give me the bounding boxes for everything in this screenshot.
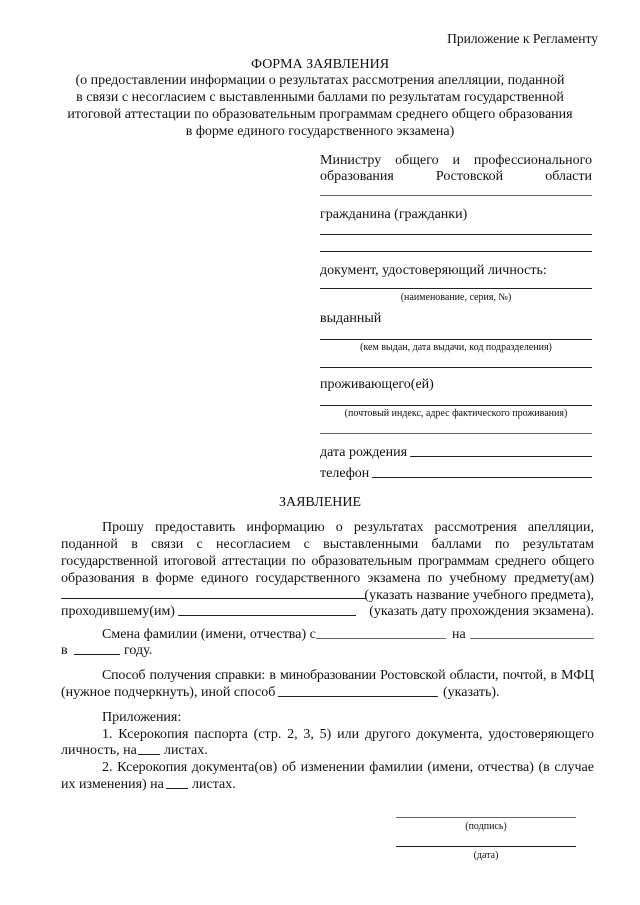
addressee-word: профессионального [473, 153, 592, 168]
name-change-label: Смена фамилии (имени, отчества) с [102, 627, 316, 642]
attachments-title: Приложения: [102, 710, 182, 725]
id-document-line[interactable] [320, 288, 592, 289]
attachment-2-line-1 [102, 759, 594, 776]
name-change-year-label: году. [124, 643, 153, 658]
issued-line[interactable] [320, 339, 592, 340]
subject-line[interactable] [61, 598, 366, 599]
delivery-other-label: (нужное подчеркнуть), иной способ [61, 685, 276, 700]
attachment-1-count-label: личность, на [61, 743, 137, 758]
id-document-label: документ, удостоверяющий личность: [320, 263, 547, 278]
citizen-label: гражданина (гражданки) [320, 207, 468, 222]
addressee-word: Ростовской [435, 169, 504, 184]
delivery-line-1 [102, 667, 594, 684]
attachment-2-count-label: их изменения) на [61, 777, 164, 792]
p1-line-2-text: поданной в связи с несогласием с выставленными баллами по результатам [61, 537, 594, 552]
birth-date-line[interactable] [410, 456, 592, 457]
addressee-underline [320, 195, 592, 196]
attachment-1-sheets-label: листах. [164, 743, 208, 758]
citizen-line-1[interactable] [320, 234, 592, 235]
subtitle-line-2: в связи с несогласием с выставленными баллами по результатам государственной [76, 90, 564, 105]
phone-line[interactable] [372, 477, 592, 478]
addressee-word: образования [320, 169, 394, 184]
address-line[interactable] [320, 405, 592, 406]
name-change-to-label: на [452, 627, 466, 642]
birth-date-label: дата рождения [320, 445, 408, 460]
addressee-word: области [545, 169, 592, 184]
attachment-1-line-1 [102, 726, 594, 743]
name-change-year-line[interactable] [74, 654, 120, 655]
subtitle-line-3: итоговой аттестации по образовательным программам среднего общего образования [67, 107, 573, 122]
subtitle-line-4: в форме единого государственного экзамена) [185, 124, 455, 139]
id-document-hint: (наименование, серия, №) [400, 292, 512, 303]
form-title: ФОРМА ЗАЯВЛЕНИЯ [250, 57, 390, 72]
citizen-line-2[interactable] [320, 251, 592, 252]
addressee-word: Министру [320, 153, 382, 168]
delivery-other-line[interactable] [278, 696, 438, 697]
name-change-from-line[interactable] [316, 638, 446, 639]
address-line-2[interactable] [320, 433, 592, 434]
name-change-to-line[interactable] [470, 638, 594, 639]
p1-line-3-text: государственной итоговой аттестации по образовательным программам среднего общего [61, 554, 594, 569]
annex-label: Приложение к Регламенту [447, 31, 598, 46]
exam-date-hint: (указать дату прохождения экзамена). [369, 604, 594, 619]
delivery-specify-label: (указать). [443, 685, 500, 700]
subtitle-line-1: (о предоставлении информации о результатах рассмотрения апелляции, поданной [75, 73, 565, 88]
attachment-1-text: 1. Ксерокопия паспорта (стр. 2, 3, 5) или другого документа, удостоверяющего [102, 727, 594, 742]
date-hint: (дата) [473, 850, 499, 861]
attachment-2-sheets-label: листах. [192, 777, 236, 792]
p1-line-4-text: образования в форме единого государственного экзамена по учебному предмету(ам) [61, 571, 594, 586]
exam-date-line[interactable] [178, 615, 356, 616]
issued-hint: (кем выдан, дата выдачи, код подразделения) [360, 342, 552, 353]
paragraph-1-line-2 [61, 536, 594, 553]
issued-label: выданный [320, 311, 382, 326]
paragraph-1-line-1 [102, 519, 594, 536]
date-line[interactable] [396, 846, 576, 847]
phone-label: телефон [320, 466, 370, 481]
delivery-text-1: Способ получения справки: в минобразовании Ростовской области, почтой, в МФЦ [102, 668, 594, 683]
subject-hint: (указать название учебного предмета), [364, 588, 594, 603]
signature-hint: (подпись) [465, 821, 507, 832]
addressee-line-1 [320, 152, 592, 169]
attachment-2-text: 2. Ксерокопия документа(ов) об изменении фамилии (имени, отчества) (в случае [102, 760, 594, 775]
residing-label: проживающего(ей) [320, 377, 434, 392]
addressee-word: общего [395, 153, 439, 168]
address-hint: (почтовый индекс, адрес фактического проживания) [344, 408, 568, 419]
name-change-in-label: в [61, 643, 68, 658]
addressee-line-2 [320, 168, 592, 185]
attachment-2-count-line[interactable] [166, 788, 188, 789]
passed-label: проходившему(им) [61, 604, 175, 619]
paragraph-1-line-4 [61, 570, 594, 587]
addressee-word: и [452, 153, 460, 168]
attachment-1-count-line[interactable] [138, 754, 160, 755]
statement-title: ЗАЯВЛЕНИЕ [278, 495, 362, 510]
issued-line-2[interactable] [320, 367, 592, 368]
paragraph-1-line-3 [61, 553, 594, 570]
signature-line[interactable] [396, 817, 576, 818]
p1-line-1-text: Прошу предоставить информацию о результатах рассмотрения апелляции, [102, 520, 594, 535]
